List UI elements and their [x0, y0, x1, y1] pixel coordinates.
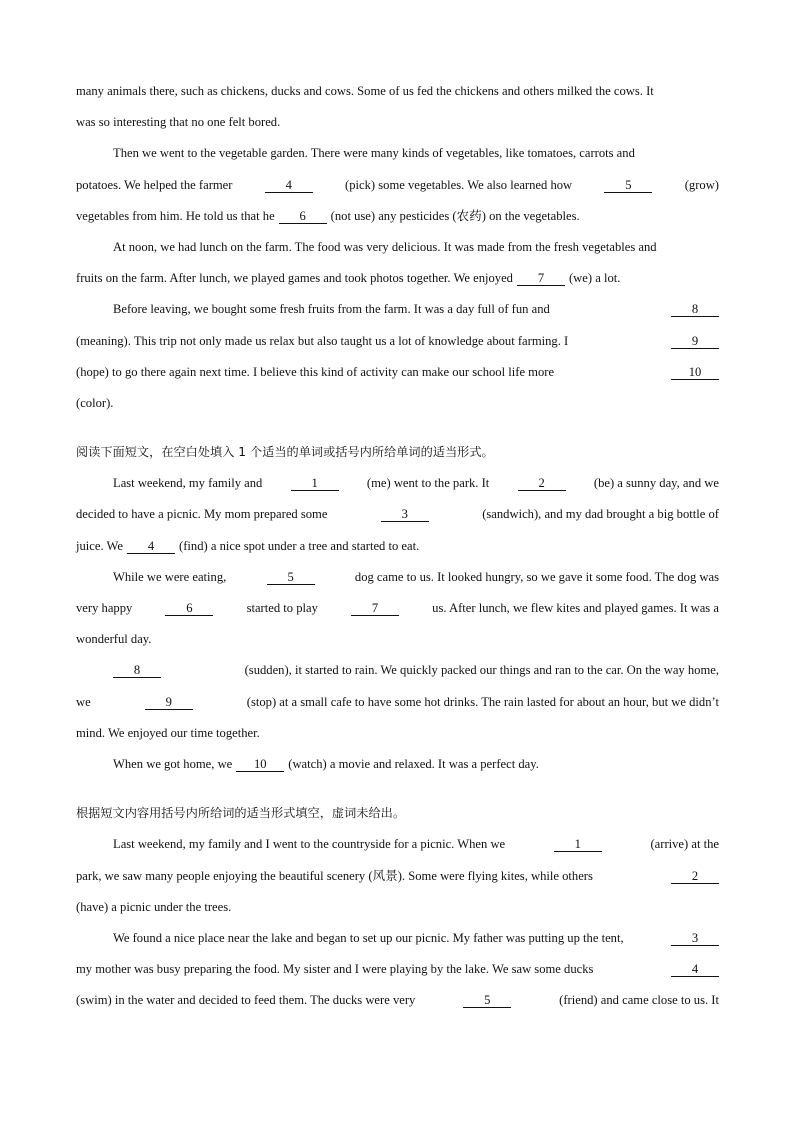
text-line [76, 689, 719, 720]
paragraph-text: (pick) some vegetables. We also learned how [345, 177, 573, 192]
text-line [76, 234, 719, 265]
section-heading: 根据短文内容用括号内所给词的适当形式填空，虚词未给出。 [76, 806, 406, 821]
paragraph-text: (meaning). This trip not only made us relax but also taught us a lot of knowledge about farming. I [76, 333, 569, 348]
answer-blank-5[interactable]: 5 [463, 994, 511, 1008]
paragraph-text: (sudden), it started to rain. We quickly packed our things and ran to the car. On the way home, [244, 663, 719, 678]
text-line [76, 390, 719, 421]
paragraph-text: started to play [246, 601, 318, 615]
answer-blank-7[interactable]: 7 [351, 602, 399, 616]
answer-blank-1[interactable]: 1 [291, 477, 339, 491]
text-line [76, 501, 719, 532]
paragraph-text: (watch) a movie and relaxed. It was a perfect day. [288, 756, 539, 771]
text-line [76, 203, 719, 234]
paragraph-text: park, we saw many people enjoying the beautiful scenery (风景). Some were flying kites, while others [76, 868, 593, 883]
answer-blank-10[interactable]: 10 [671, 366, 719, 380]
paragraph-text: (me) went to the park. It [366, 476, 490, 491]
answer-blank-5[interactable]: 5 [267, 571, 315, 585]
answer-blank-6[interactable]: 6 [165, 602, 213, 616]
paragraph-text: mind. We enjoyed our time together. [76, 725, 260, 740]
paragraph-text: wonderful day. [76, 632, 152, 647]
text-line [76, 956, 719, 987]
answer-blank-8[interactable]: 8 [671, 303, 719, 317]
text-line [76, 359, 719, 390]
paragraph-text: (friend) and came close to us. It [559, 993, 719, 1008]
text-line [76, 78, 719, 109]
paragraph-text: (not use) any pesticides (农药) on the vegetables. [330, 208, 580, 223]
text-line [76, 751, 719, 782]
paragraph-text: Before leaving, we bought some fresh fruits from the farm. It was a day full of fun and [113, 302, 550, 317]
answer-blank-4[interactable]: 4 [127, 540, 175, 554]
paragraph-text: we [76, 694, 91, 709]
text-line [76, 470, 719, 501]
paragraph-text: When we got home, we [113, 756, 233, 771]
paragraph-text: (arrive) at the [650, 837, 719, 852]
answer-blank-2[interactable]: 2 [518, 477, 566, 491]
answer-blank-2[interactable]: 2 [671, 870, 719, 884]
section-gap [76, 782, 719, 800]
paragraph-text: very happy [76, 601, 133, 615]
answer-blank-8[interactable]: 8 [113, 664, 161, 678]
paragraph-text: (we) a lot. [568, 271, 621, 286]
paragraph-text: (sandwich), and my dad brought a big bottle of [482, 507, 719, 522]
text-line [76, 564, 719, 595]
paragraph-text: potatoes. We helped the farmer [76, 177, 233, 192]
text-line [76, 109, 719, 140]
paragraph-text: Last weekend, my family and I went to the countryside for a picnic. When we [113, 837, 506, 852]
answer-blank-10[interactable]: 10 [236, 758, 284, 772]
paragraph-text: dog came to us. It looked hungry, so we gave it some food. The dog was [354, 569, 719, 584]
text-line [76, 894, 719, 925]
answer-blank-4[interactable]: 4 [265, 179, 313, 193]
paragraph-text: my mother was busy preparing the food. My sister and I were playing by the lake. We saw some ducks [76, 962, 594, 977]
paragraph-text: (hope) to go there again next time. I believe this kind of activity can make our school life more [76, 364, 555, 379]
section-heading: 阅读下面短文，在空白处填入 1 个适当的单词或括号内所给单词的适当形式。 [76, 445, 494, 460]
answer-blank-4[interactable]: 4 [671, 963, 719, 977]
text-line [76, 595, 719, 626]
answer-blank-3[interactable]: 3 [381, 508, 429, 522]
text-line [76, 265, 719, 296]
answer-blank-5[interactable]: 5 [604, 179, 652, 193]
section-gap [76, 421, 719, 439]
answer-blank-6[interactable]: 6 [279, 210, 327, 224]
answer-blank-9[interactable]: 9 [145, 696, 193, 710]
text-line [76, 140, 719, 171]
text-line [76, 863, 719, 894]
paragraph-text: (stop) at a small cafe to have some hot drinks. The rain lasted for about an hour, but we didn’t [246, 694, 719, 709]
text-line [76, 533, 719, 564]
paragraph-text: (grow) [684, 177, 719, 192]
paragraph-text: decided to have a picnic. My mom prepared some [76, 507, 328, 522]
paragraph-text: many animals there, such as chickens, ducks and cows. Some of us fed the chickens and others milked the cows. It [76, 84, 654, 98]
document-page [76, 78, 719, 1018]
paragraph-text: Then we went to the vegetable garden. There were many kinds of vegetables, like tomatoes, carrots and [113, 146, 635, 161]
text-line [76, 328, 719, 359]
paragraph-text: We found a nice place near the lake and began to set up our picnic. My father was putting up the tent, [113, 930, 624, 945]
text-line [76, 831, 719, 862]
paragraph-text: (be) a sunny day, and we [593, 476, 719, 491]
text-line [76, 296, 719, 327]
paragraph-text: (color). [76, 395, 114, 410]
paragraph-text: While we were eating, [113, 569, 227, 584]
paragraph-text: juice. We [76, 538, 124, 553]
paragraph-text: (have) a picnic under the trees. [76, 899, 232, 914]
paragraph-text: us. After lunch, we flew kites and played games. It was a [432, 601, 719, 615]
answer-blank-1[interactable]: 1 [554, 838, 602, 852]
paragraph-text: vegetables from him. He told us that he [76, 208, 275, 223]
answer-blank-9[interactable]: 9 [671, 335, 719, 349]
paragraph-text: Last weekend, my family and [113, 476, 263, 491]
text-line [76, 626, 719, 657]
text-line [76, 657, 719, 688]
answer-blank-3[interactable]: 3 [671, 932, 719, 946]
text-line [76, 720, 719, 751]
paragraph-text: was so interesting that no one felt bored. [76, 115, 281, 130]
paragraph-text: At noon, we had lunch on the farm. The food was very delicious. It was made from the fresh vegetables and [113, 239, 657, 254]
text-line [76, 172, 719, 203]
answer-blank-7[interactable]: 7 [517, 272, 565, 286]
paragraph-text: fruits on the farm. After lunch, we played games and took photos together. We enjoyed [76, 271, 513, 286]
paragraph-text: (swim) in the water and decided to feed them. The ducks were very [76, 993, 416, 1008]
paragraph-text: (find) a nice spot under a tree and started to eat. [179, 538, 420, 553]
text-line [76, 925, 719, 956]
text-line [76, 987, 719, 1018]
